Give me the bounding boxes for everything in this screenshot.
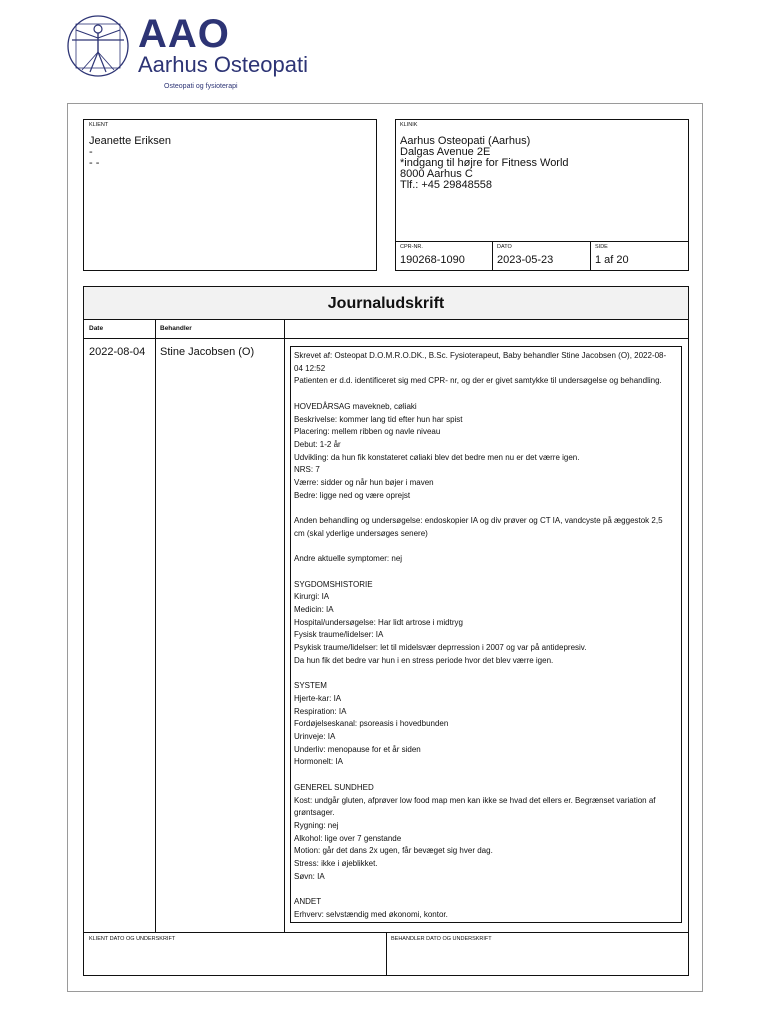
note-line: Erhverv: selvstændig med økonomi, kontor. <box>294 909 448 919</box>
note-line: Placering: mellem ribben og navle niveau <box>294 427 441 437</box>
note-line: grøntsager. <box>294 808 335 818</box>
note-line: Udvikling: da hun fik konstateret cøliaki blev det bedre men nu er det værre igen. <box>294 452 580 462</box>
note-line <box>294 566 680 579</box>
signature-row <box>84 932 688 976</box>
client-box <box>83 119 377 271</box>
col-practitioner-header: Behandler <box>160 325 192 332</box>
note-line <box>294 769 680 782</box>
note-line: Skrevet af: Osteopat D.O.M.R.O.DK., B.Sc. Fysioterapeut, Baby behandler Stine Jacobsen (O), 2022-08- <box>294 351 667 360</box>
note-line: Værre: sidder og når hun bøjer i maven <box>294 478 434 488</box>
journal-entry-notes <box>290 346 682 923</box>
client-name: Jeanette Eriksen <box>89 135 171 147</box>
logo-brand: AAO <box>138 12 230 56</box>
note-line: Da hun fik det bedre var hun i en stress periode hvor det blev værre igen. <box>294 655 554 665</box>
note-line: Debut: 1-2 år <box>294 439 341 449</box>
practitioner-signature-label: BEHANDLER DATO OG UNDERSKRIFT <box>391 936 492 942</box>
note-line: Stress: ikke i øjeblikket. <box>294 859 378 869</box>
note-line: Kost: undgår gluten, afprøver low food map men kan ikke se hvad det ellers er. Begrænset variation af <box>294 795 656 805</box>
note-line <box>294 668 680 681</box>
note-line: Rygning: nej <box>294 820 339 830</box>
clinic-entrance: *indgang til højre for Fitness World <box>400 157 569 169</box>
note-line: SYGDOMSHISTORIE <box>294 579 373 589</box>
note-line: Hospital/undersøgelse: Har lidt artrose i midtryg <box>294 617 463 627</box>
client-line-3: - - <box>89 157 100 169</box>
journal-table <box>83 286 689 976</box>
page-value: 1 af 20 <box>595 254 629 266</box>
clinic-logo <box>66 12 308 94</box>
cpr-value: 190268-1090 <box>400 254 465 266</box>
notes-text <box>294 350 680 922</box>
clinic-name: Aarhus Osteopati (Aarhus) <box>400 135 531 147</box>
note-line: Fysisk traume/lidelser: IA <box>294 630 384 640</box>
note-line: Anden behandling og undersøgelse: endoskopier IA og div prøver og CT IA, vandcyste på æggestok 2,5 <box>294 516 663 526</box>
clinic-box <box>395 119 689 271</box>
clinic-city: 8000 Aarhus C <box>400 168 473 180</box>
clinic-label: KLINIK <box>400 122 418 128</box>
note-line: HOVEDÅRSAG mavekneb, cøliaki <box>294 401 417 411</box>
clinic-phone: Tlf.: +45 29848558 <box>400 179 493 191</box>
note-line: 04 12:52 <box>294 363 326 373</box>
note-line: ANDET <box>294 897 322 907</box>
col-date-header: Date <box>89 325 104 332</box>
note-line: Respiration: IA <box>294 706 347 716</box>
note-line: Urinveje: IA <box>294 732 336 742</box>
clinic-meta-row <box>396 241 688 271</box>
note-line: Andre aktuelle symptomer: nej <box>294 554 403 564</box>
logo-tagline: Osteopati og fysioterapi <box>164 83 238 90</box>
note-line: Patienten er d.d. identificeret sig med CPR- nr, og der er givet samtykke til undersøgelse og behandling. <box>294 376 662 386</box>
note-line: cm (skal yderlige undersøges senere) <box>294 528 428 538</box>
date-value: 2023-05-23 <box>497 254 554 266</box>
journal-title: Journaludskrift <box>84 287 688 320</box>
note-line: Medicin: IA <box>294 605 334 614</box>
client-line-2: - <box>89 146 93 158</box>
entry-date: 2022-08-04 <box>89 346 146 358</box>
note-line: Alkohol: lige over 7 genstande <box>294 833 402 843</box>
note-line: Underliv: menopause for et år siden <box>294 744 421 754</box>
note-line <box>294 388 680 401</box>
note-line: SYSTEM <box>294 681 327 691</box>
note-line: Motion: går det dans 2x ugen, får bevæget sig hver dag. <box>294 846 493 856</box>
note-line: Beskrivelse: kommer lang tid efter hun har spist <box>294 414 463 424</box>
page-label: SIDE <box>595 244 608 250</box>
client-signature-label: KLIENT DATO OG UNDERSKRIFT <box>89 936 176 942</box>
note-line <box>294 541 680 554</box>
logo-name: Aarhus Osteopati <box>138 52 308 77</box>
clinic-street: Dalgas Avenue 2E <box>400 146 491 158</box>
note-line: Kirurgi: IA <box>294 592 330 602</box>
note-line: Bedre: ligge ned og være oprejst <box>294 490 411 500</box>
column-header-row <box>84 320 688 339</box>
note-line: Psykisk traume/lidelser: let til midelsvær deprression i 2007 og var på antidepresiv. <box>294 643 587 653</box>
note-line: NRS: 7 <box>294 465 320 475</box>
vitruvian-man-icon <box>66 14 130 78</box>
note-line <box>294 883 680 896</box>
note-line: Hjerte-kar: IA <box>294 693 342 703</box>
date-label: DATO <box>497 244 512 250</box>
journal-sheet <box>67 103 703 992</box>
cpr-label: CPR-NR. <box>400 244 423 250</box>
note-line: Søvn: IA <box>294 871 325 881</box>
entry-practitioner: Stine Jacobsen (O) <box>160 346 255 358</box>
note-line: GENEREL SUNDHED <box>294 782 374 792</box>
note-line: Fordøjelseskanal: psoreasis i hovedbunden <box>294 719 449 729</box>
client-label: KLIENT <box>89 122 109 128</box>
note-line <box>294 502 680 515</box>
note-line: Hormonelt: IA <box>294 757 343 767</box>
